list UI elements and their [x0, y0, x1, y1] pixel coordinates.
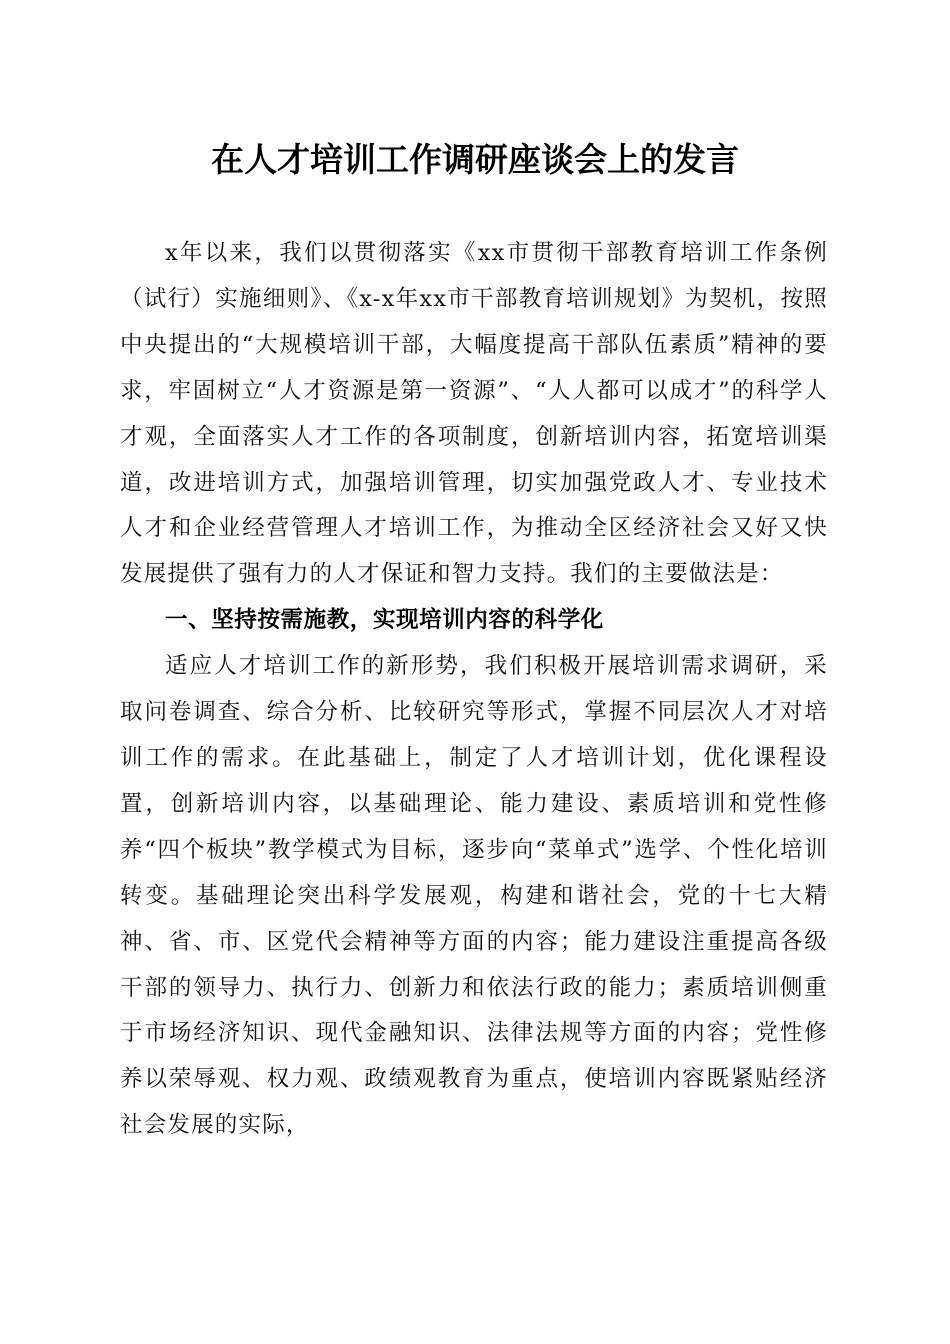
- intro-paragraph: x年以来，我们以贯彻落实《xx市贯彻干部教育培训工作条例（试行）实施细则》、《x-x年xx市干部教育培训规划》为契机，按照中央提出的“大规模培训干部，大幅度提高干部队伍素质”精神的要求，牢固树立“人才资源是第一资源”、“人人都可以成才”的科学人才观，全面落实人才工作的各项制度，创新培训内容，拓宽培训渠道，改进培训方式，加强培训管理，切实加强党政人才、专业技术人才和企业经营管理人才培训工作，为推动全区经济社会又好又快发展提供了强有力的人才保证和智力支持。我们的主要做法是：: [120, 240, 828, 588]
- document-body: [120, 231, 828, 1149]
- section-paragraph: 适应人才培训工作的新形势，我们积极开展培训需求调研，采取问卷调查、综合分析、比较研究等形式，掌握不同层次人才对培训工作的需求。在此基础上，制定了人才培训计划，优化课程设置，创新培训内容，以基础理论、能力建设、素质培训和党性修养“四个板块”教学模式为目标，逐步向“菜单式”选学、个性化培训转变。基础理论突出科学发展观，构建和谐社会，党的十七大精神、省、市、区党代会精神等方面的内容；能力建设注重提高各级干部的领导力、执行力、创新力和依法行政的能力；素质培训侧重于市场经济知识、现代金融知识、法律法规等方面的内容；党性修养以荣辱观、权力观、政绩观教育为重点，使培训内容既紧贴经济社会发展的实际，: [120, 653, 828, 1139]
- section-heading: 一、坚持按需施教，实现培训内容的科学化: [165, 607, 604, 634]
- document-title: 在人才培训工作调研座谈会上的发言: [211, 140, 739, 179]
